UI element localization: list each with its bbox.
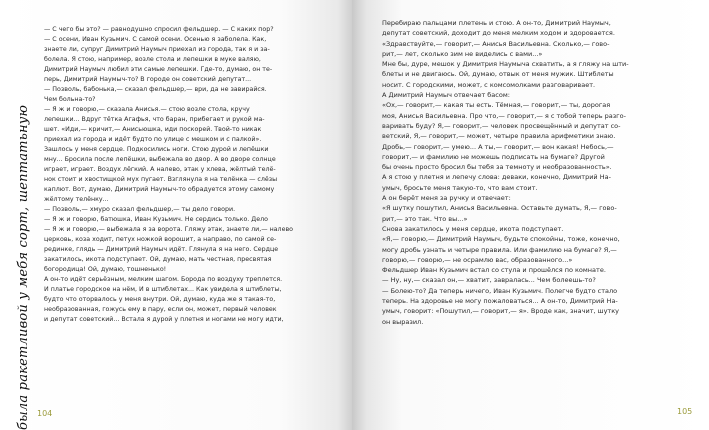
text-line: Чем больна-то? — [44, 96, 96, 103]
text-line: умыч, бросьте меня такую-то, что вам стоит. — [382, 183, 538, 192]
text-line: Зашлось у меня сердце. Подкосились ноги. Стою дурой и лепёшки — [44, 146, 269, 153]
text-line: блеты и не двигаюсь. Ой, думаю, отвык от меня мужик. Штиблеты — [382, 70, 614, 79]
text-line: мну... Бросила после лепёшки, выбежала во двор. А во дворе солнце — [44, 156, 276, 163]
text-line: — С чего бы это? — равнодушно спросил фельдшер. — С каких пор? — [44, 26, 274, 33]
text-line: бы очень просто бросил бы тебя за темноту и необразованность». — [382, 163, 612, 172]
text-line: Перебираю пальцами плетень и стою. А он-то, Димитрий Наумыч, — [382, 19, 611, 27]
text-line: носит. С городскими, может, с комсомолками разговаривает. — [382, 80, 596, 89]
text-line: нок стоит и хвостищкой мух пугает. Взглянула я на телёнка — слёзы — [44, 176, 278, 183]
text-line: закатилось, икота подступает. Ой, думаю, мать честная, пресвятая — [44, 256, 272, 263]
text-line: А Димитрий Наумыч отвечает басом: — [382, 91, 510, 100]
text-line: ветский, Я,— говорит,— может, четыре правила арифметики знаю. — [382, 132, 616, 141]
text-line: «Я,— говорю,— Димитрий Наумыч, будьте спокойны, тоже, конечно, — [382, 235, 620, 244]
text-line: Снова закатилось у меня сердце, икота подступает. — [382, 224, 564, 233]
right-page-number: 105 — [677, 407, 693, 416]
text-line: «Ох,— говорит,— какая ты есть. Тёмная,— говорит,— ты, дорогая — [382, 101, 611, 110]
text-line: Мне бы, дуре, мешок у Димитрия Наумыча схватить, а я гляжу на шти- — [382, 60, 629, 69]
text-line: моя, Анисья Васильевна. Про что,— говорит,— я с тобой теперь разго- — [382, 111, 626, 120]
text-line: рединке, глядь — Димитрий Наумыч идёт. Глянула я на него. Сердце — [44, 246, 279, 253]
text-line: Дробь,— говорит,— умею... А ты,— говорит,— вон какая! Небось,— — [382, 142, 614, 151]
text-line: говорю,— говорю,— не осрамлю вас, образованного...» — [382, 255, 573, 264]
text-line: — Болею-то? Да теперь ничего, Иван Кузьмич. Полегче будто стало — [382, 286, 618, 295]
text-line: приехал из города и идёт будто по улице с мешком и с палкой». — [44, 136, 262, 143]
text-line: Фельдшер Иван Кузьмич встал со стула и прошёлся по комнате. — [382, 266, 606, 275]
text-line: — Я ж и говорю,— сказала Анисья.— стою возле стола, кручу — [44, 106, 250, 113]
text-line: необразованная, гожусь ему в пару, если он, может, первый человек — [44, 306, 277, 313]
text-line: перь, Димитрий Наумыч-то? В городе он советский депутат... — [44, 76, 252, 83]
left-page-text — [44, 25, 334, 325]
text-line: — С осени, Иван Кузьмич. С самой осени. Осенью я заболела. Как, — [44, 36, 267, 43]
text-line: А он берёт меня за ручку и отвечает: — [382, 194, 511, 203]
text-line: лепешки... Вдруг тётка Агафья, что баран, прибегает и рукой ма- — [44, 116, 265, 123]
text-line: Димитрий Наумыч любил эти самые лепешки. Где-то, думаю, он те- — [44, 66, 273, 73]
text-line: жёлтому телёнку... — [44, 196, 109, 203]
text-line: А он-то идёт серьёзным, мелким шагом. Борода по воздуху треплется. — [44, 276, 283, 283]
text-line: говорит,— и фамилию не можешь подписать на бумаге? Другой — [382, 152, 605, 161]
margin-note-text: была ракетливой у мебя сорт, шептатьную — [16, 104, 31, 430]
text-line: могу дробь узнать и четыре правила. Или фамилию на бумаге? Я,— — [382, 245, 617, 254]
text-line: умыч, говорит: «Пошутил,— говорит,— я». Вроде как, значит, шутку — [382, 307, 619, 316]
text-line: он выразил. — [382, 317, 424, 326]
text-line: — Позволь,— хмуро сказал фельдшер,— ты дело говори. — [44, 206, 236, 213]
text-line: богородица! Ой, думаю, тошненько! — [44, 266, 167, 273]
text-line: — Позволь, бабонька,— сказал фельдшер,— ври, да не завирайся. — [44, 86, 267, 93]
text-line: А я стою у плетня и лепечу слова: деваки, конечно, Димитрий На- — [382, 173, 611, 182]
text-line: И платье городское на нём, И в штиблетах... Как увидела я штиблеты, — [44, 286, 282, 293]
left-page — [0, 0, 352, 430]
text-line: — Я ж и говорю, батюшка, Иван Кузьмич. Не сердись только. Дело — [44, 216, 268, 223]
text-line: варивать буду? Я,— говорит,— человек просвещённый и депутат со- — [382, 121, 621, 130]
handwritten-margin-note — [4, 104, 31, 430]
text-line: и депутат советский... Встала я дурой у плетня и ногами не могу идти, — [44, 316, 284, 323]
right-page-text — [382, 18, 678, 327]
text-line: рит,— лет, сколько зим не виделись с вами...» — [382, 49, 543, 58]
left-page-number: 104 — [37, 409, 53, 418]
text-line: шет. «Иди,— кричит,— Анисьюшка, иди поскорей. Твой-то никак — [44, 126, 262, 133]
text-line: играет, играет. Воздух лёгкий. А налево, этак у хлева, жёлтый телё- — [44, 166, 276, 173]
text-line: — Ну, ну,— сказал он,— хватит, завралась... Чем болеешь-то? — [382, 276, 596, 285]
text-line: рит,— это так. Что вы...» — [382, 214, 468, 223]
text-line: церковь, коза ходит, петух ножкой ворошит, а направо, по самой се- — [44, 236, 277, 243]
text-line: — Я ж и говорю,— выбежала я за ворота. Гляжу этак, знаете ли,— налево — [44, 226, 294, 233]
text-line: знаете ли, супруг Димитрий Наумыч приехал из города, так я и за- — [44, 46, 270, 53]
text-line: депутат советский, доходит до меня мелким ходом и здоровается. — [382, 29, 615, 38]
text-line: «Я шутку пошутил, Анисья Васильевна. Оставьте думать, Я,— гово- — [382, 204, 617, 213]
text-line: болела. Я стою, например, возле стола и лепешки в муке валяю, — [44, 56, 261, 63]
text-line: «Здравствуйте,— говорит,— Анисья Васильевна. Сколько,— гово- — [382, 39, 610, 48]
text-line: теперь. На здоровье не могу пожаловаться... А он-то, Димитрий На- — [382, 297, 618, 306]
text-line: каплют. Вот, думаю, Димитрий Наумыч-то обрадуется этому самому — [44, 186, 275, 193]
right-page — [352, 0, 709, 430]
text-line: будто что оторвалось у меня внутри. Ой, думаю, куда же я такая-то, — [44, 296, 276, 303]
